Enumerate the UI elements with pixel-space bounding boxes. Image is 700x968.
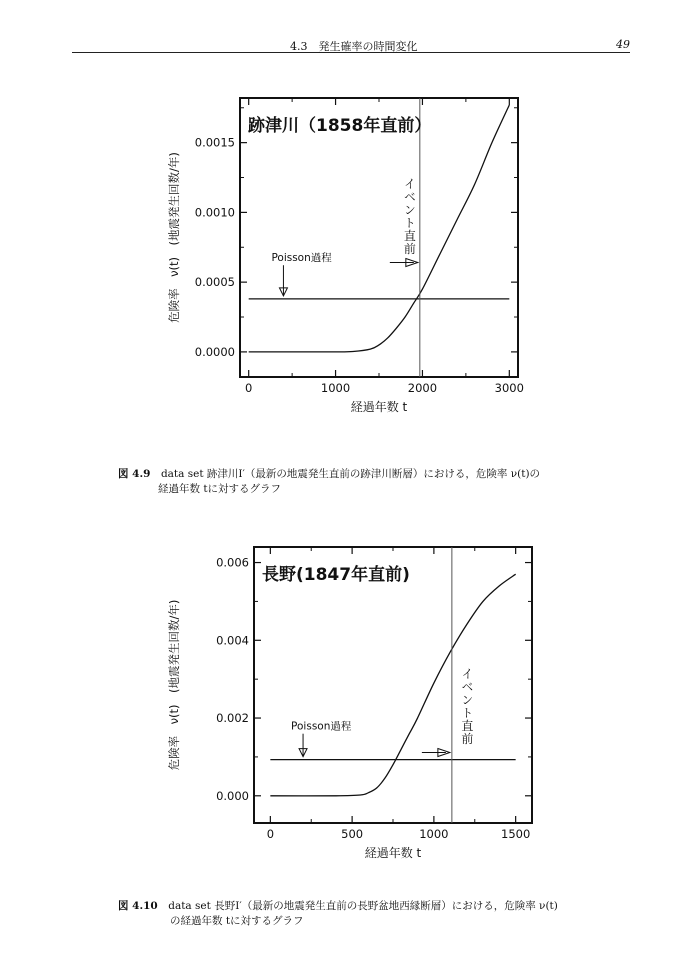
x-tick-label: 3000 [494,381,524,395]
page-number: 49 [616,38,630,51]
caption-4-9 [118,467,598,497]
y-axis-label: 危険率 ν(t) (地震発生回数/年) [167,599,181,771]
hazard-rate-curve [249,105,510,352]
y-tick-label: 0.0010 [194,205,235,220]
running-header [72,38,630,53]
chart-title: 長野(1847年直前) [262,565,410,585]
y-tick-label: 0.0015 [194,135,235,150]
section-title: 4.3 発生確率の時間変化 [290,40,418,53]
poisson-annotation: Poisson過程 [271,252,332,265]
event-annotation: イベント直前 [402,177,417,256]
chart-atotsugawa [160,95,540,425]
x-axis-label: 経過年数 t [350,400,408,414]
y-tick-label: 0.000 [216,788,249,803]
chart-title: 跡津川（1858年直前） [248,116,432,136]
y-axis-label: 危険率 ν(t) (地震発生回数/年) [167,152,181,323]
caption-text: data set 跡津川I′（最新の地震発生直前の跡津川断層）における，危険率 ν(t)の [160,468,541,480]
x-tick-label: 2000 [407,381,438,395]
poisson-annotation: Poisson過程 [291,720,352,733]
caption-text-cont: の経過年数 tに対するグラフ [170,915,304,927]
plot-frame [254,547,532,823]
chart-nagano [160,540,540,870]
x-tick-label: 500 [341,827,364,841]
x-tick-label: 1000 [320,381,351,395]
caption-text-cont: 経過年数 tに対するグラフ [158,483,282,495]
y-tick-label: 0.0000 [194,344,235,359]
hazard-rate-curve [270,574,515,796]
caption-4-10 [118,899,618,929]
x-axis-label: 経過年数 t [364,846,422,860]
caption-label: 図 4.9 [118,468,151,480]
x-tick-label: 0 [266,827,275,841]
x-tick-label: 0 [245,381,253,395]
y-tick-label: 0.0005 [194,275,235,290]
plot-frame [240,98,518,377]
event-annotation: イベント直前 [459,667,474,746]
x-tick-label: 1500 [501,827,531,841]
figure-4-9 [160,95,540,425]
y-tick-label: 0.004 [216,633,249,648]
x-tick-label: 1000 [419,827,449,841]
figure-4-10 [160,540,540,870]
caption-text: data set 長野I′（最新の地震発生直前の長野盆地西縁断層）における，危険率 ν(t) [168,900,558,912]
caption-label: 図 4.10 [118,900,158,912]
y-tick-label: 0.002 [216,711,249,726]
y-tick-label: 0.006 [216,555,249,570]
